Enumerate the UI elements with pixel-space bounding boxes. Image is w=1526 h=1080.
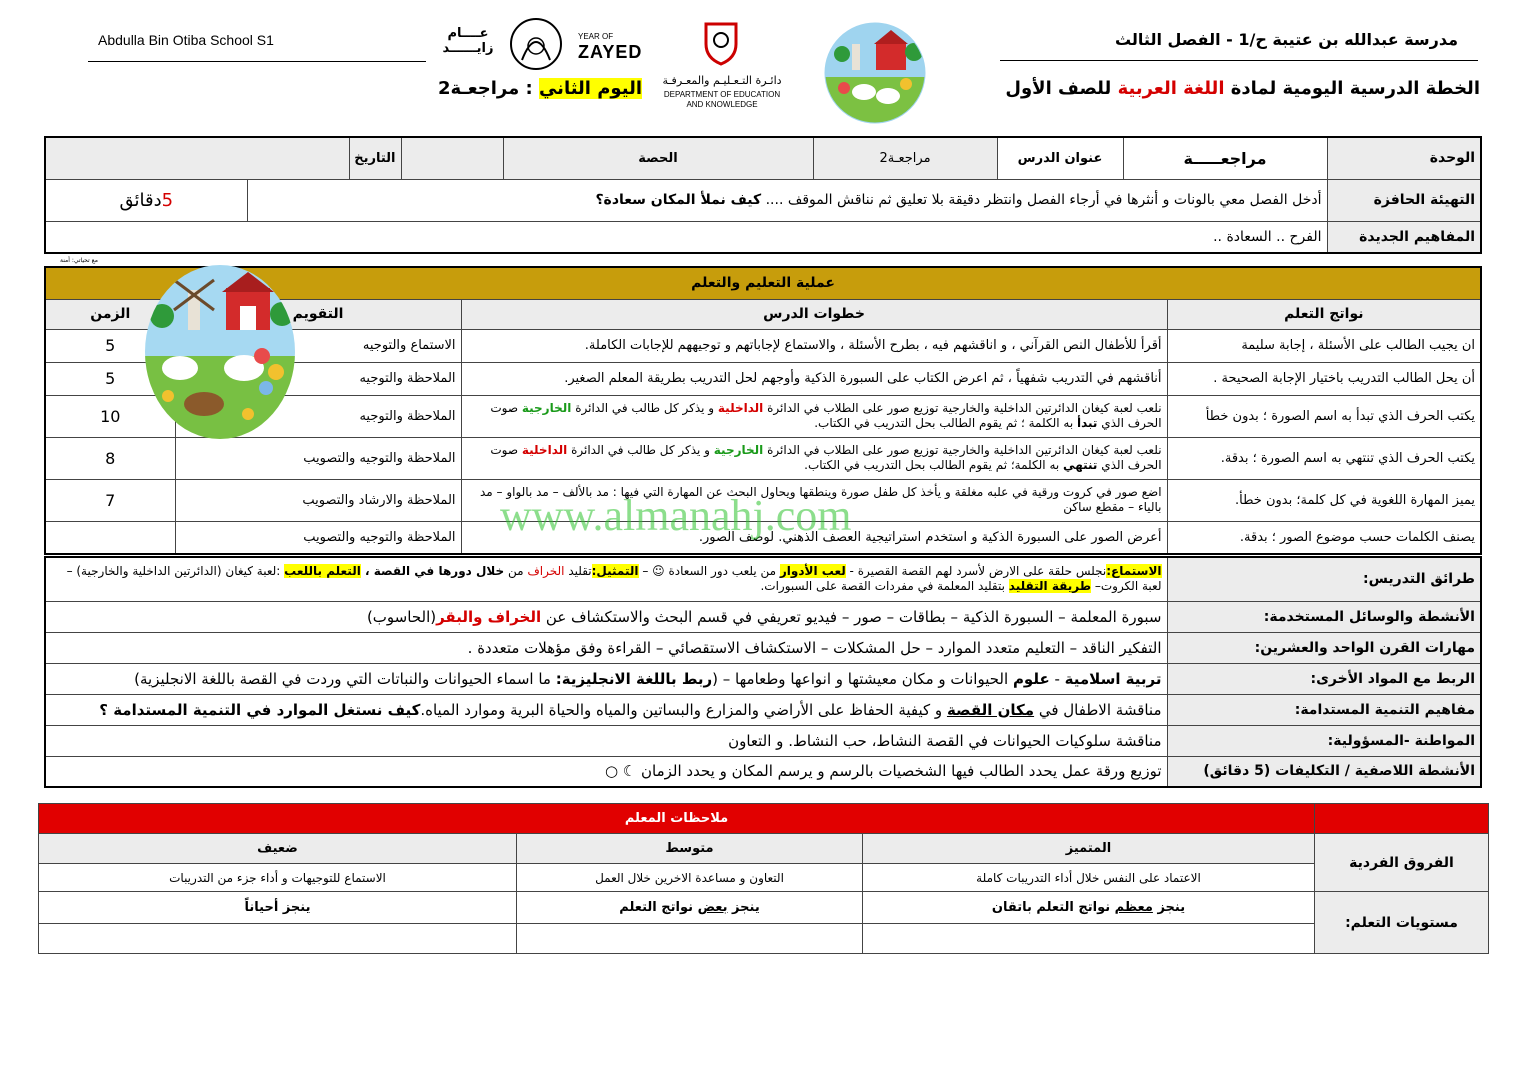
school-name-ar: مدرسة عبدالله بن عتيبة ح/1 - الفصل الثالث xyxy=(1114,30,1458,49)
day-value: مراجعـة2 xyxy=(437,78,520,99)
year-of-zayed-logo xyxy=(432,16,648,72)
period-label: الحصة xyxy=(503,137,813,179)
table-row: الأنشطة والوسائل المستخدمة: سبورة المعلمة – السبورة الذكية – بطاقات – صور – فيديو تعريفي في قسم البحث والاستكشاف عن الخراف والبقر(الحاسوب) xyxy=(45,601,1481,632)
diff-label: الفروق الفردية xyxy=(1315,834,1489,892)
date-value[interactable] xyxy=(45,137,349,179)
concepts-label: المفاهيم الجديدة xyxy=(1327,221,1481,253)
table-row: يكتب الحرف الذي تنتهي به اسم الصورة ؛ بدقة. نلعب لعبة كيغان الدائرتين الداخلية والخارجية توزيع صور على الطلاب في الدائرة الخارجية و يذكر كل طالب في الدائرة الداخلية صوت الحرف الذي تنتهي به الكلمة؛ ثم يقوم الطالب بحل التدريب في الكتاب. الملاحظة والتوجيه والتصويب 8 xyxy=(45,437,1481,479)
links-value: تربية اسلامية - علوم الحيوانات و مكان معيشتها و انواعها وطعامها – (ربط باللغة الانجليزية: ما اسماء الحيوانات والنباتات التي وردت في القصة باللغة الانجليزية) xyxy=(45,663,1167,694)
lesson-title-label: عنوان الدرس xyxy=(997,137,1123,179)
adek-en-1: DEPARTMENT OF EDUCATION xyxy=(663,90,781,99)
table-row: يصنف الكلمات حسب موضوع الصور ؛ بدقة. أعرض الصور على السبورة الذكية و استخدم استراتيجية العصف الذهني. لوصف الصور. الملاحظة والتوجيه والتصويب xyxy=(45,521,1481,554)
zayed-portrait-icon xyxy=(508,16,564,72)
plan-title: الخطة الدرسية اليومية لمادة اللغة العربية للصف الأول xyxy=(1005,78,1480,99)
warmup-question: كيف نملأ المكان سعادة؟ xyxy=(595,192,762,208)
col-steps: خطوات الدرس xyxy=(461,299,1167,329)
day-title: اليوم الثاني : مراجعـة2 xyxy=(437,78,642,99)
table-row: مهارات القرن الواحد والعشرين: التفكير الناقد – التعليم متعدد الموارد – حل المشكلات – الاستكشاف الاستقصائي – القراءة وفق مؤهلات متعددة . xyxy=(45,632,1481,663)
table-row: الربط مع المواد الأخرى: تربية اسلامية - علوم الحيوانات و مكان معيشتها و انواعها وطعامها – (ربط باللغة الانجليزية: ما اسماء الحيوانات والنباتات التي وردت في القصة باللغة الانجليزية) xyxy=(45,663,1481,694)
emblem-icon xyxy=(700,18,742,66)
zayed-en-big: ZAYED xyxy=(578,42,643,62)
lesson-title-value: مراجعـة2 xyxy=(813,137,997,179)
warmup-label: التهيئة الحافزة xyxy=(1327,179,1481,221)
date-label: التاريخ xyxy=(349,137,401,179)
process-title: عملية التعليم والتعلم xyxy=(45,267,1481,299)
table-row: أن يحل الطالب التدريب باختيار الإجابة الصحيحة . أناقشهم في التدريب شفهياً ، ثم اعرض الكتاب على السبورة الذكية وأوجهم لحل التدريب بطريقة المعلم الصغير. الملاحظة والتوجيه 5 xyxy=(45,362,1481,395)
col-assessment: التقويم xyxy=(175,299,461,329)
table-row: مفاهيم التنمية المستدامة: مناقشة الاطفال في مكان القصة و كيفية الحفاظ على الأراضي والمزارع والبساتين والمياه والحياة البرية وموارد المياه.كيف نستغل الموارد في التنمية المستدامة ؟ xyxy=(45,694,1481,725)
col-outcomes: نواتج التعلم xyxy=(1167,299,1481,329)
farm-illustration-top xyxy=(824,22,926,128)
table-row: يكتب الحرف الذي تبدأ به اسم الصورة ؛ بدون خطأ نلعب لعبة كيغان الدائرتين الداخلية والخارجية توزيع صور على الطلاب في الدائرة الداخلية و يذكر كل طالب في الدائرة الخارجية صوت الحرف الذي تبدأ به الكلمة ؛ ثم يقوم الطالب بحل التدريب في الكتاب. الملاحظة والتوجيه 10 xyxy=(45,395,1481,437)
methods-value: الاستماع:نجلس حلقة على الارض لأسرد لهم القصة القصيرة - لعب الأدوار من يلعب دور السعادة ☺ – التمثيل:تقليد الخراف من خلال دورها في القصة ، التعلم باللعب :لعبة كيغان (الدائرتين الداخلية والخارجية) – لعبة الكروت– طريقة التقليد بتقليد المعلمة في مفردات القصة على السبورات. xyxy=(45,557,1167,601)
concepts-value: الفرح .. السعادة .. xyxy=(45,221,1327,253)
col-time: الزمن xyxy=(45,299,175,329)
adek-logo xyxy=(652,18,792,114)
table-row: طرائق التدريس: الاستماع:نجلس حلقة على الارض لأسرد لهم القصة القصيرة - لعب الأدوار من يلعب دور السعادة ☺ – التمثيل:تقليد الخراف من خلال دورها في القصة ، التعلم باللعب :لعبة كيغان (الدائرتين الداخلية والخارجية) – لعبة الكروت– طريقة التقليد بتقليد المعلمة في مفردات القصة على السبورات. xyxy=(45,557,1481,601)
notes-title: ملاحظات المعلم xyxy=(39,804,1315,834)
adek-ar: دائـرة التـعـليـم والمعـرفـة xyxy=(662,74,782,87)
teacher-notes-table: ملاحظات المعلم الفروق الفردية المتميز متوسط ضعيف الاعتماد على النفس خلال أداء التدريبات كاملة التعاون و مساعدة الاخرين خلال العمل الاستماع للتوجيهات و أداء جزء من التدريبات مستويات التعلم: ينجز معظم نواتج التعلم باتقان ينجز بعض نواتج التعلم ينجز أحياناً xyxy=(38,803,1489,954)
table-row: الأنشطة اللاصفية / التكليفات (5 دقائق) توزيع ورقة عمل يحدد الطالب فيها الشخصيات بالرسم و يرسم المكان و يحدد الزمان ☾ ○ xyxy=(45,756,1481,787)
zayed-ar-text: عــــام زايــــــد xyxy=(442,26,494,56)
unit-value: مراجعـــــة xyxy=(1123,137,1327,179)
warmup-time: 5دقائق xyxy=(45,179,247,221)
tiny-note: مع تحياتي: أمنة xyxy=(60,257,99,264)
school-name-en: Abdulla Bin Otiba School S1 xyxy=(98,32,274,48)
details-table xyxy=(44,556,1482,788)
unit-label: الوحدة xyxy=(1327,137,1481,179)
period-value[interactable] xyxy=(401,137,503,179)
adek-en-2: AND KNOWLEDGE xyxy=(686,100,758,109)
table-row: يميز المهارة اللغوية في كل كلمة؛ بدون خطأ. اضع صور في كروت ورقية في علبه مغلقة و يأخذ كل طفل صورة وينطقها ويحاول البحث عن المهارة التي فيها : مد بالألف – مد بالواو – مد بالياء – مقطع ساكن الملاحظة والارشاد والتصويب 7 xyxy=(45,479,1481,521)
zayed-en-small: YEAR OF xyxy=(578,32,614,41)
day-label: اليوم الثاني xyxy=(538,78,642,99)
warmup-text: أدخل الفصل معي بالونات و أنثرها في أرجاء الفصل وانتظر دقيقة بلا تعليق ثم نناقش الموقف .... كيف نملأ المكان سعادة؟ xyxy=(247,179,1327,221)
farm-illustration-large xyxy=(144,264,296,444)
activities-value: سبورة المعلمة – السبورة الذكية – بطاقات – صور – فيديو تعريفي في قسم البحث والاستكشاف عن الخراف والبقر(الحاسوب) xyxy=(45,601,1167,632)
lesson-info-table xyxy=(44,136,1482,254)
sustain-value: مناقشة الاطفال في مكان القصة و كيفية الحفاظ على الأراضي والمزارع والبساتين والمياه والحياة البرية وموارد المياه.كيف نستغل الموارد في التنمية المستدامة ؟ xyxy=(45,694,1167,725)
watermark: www.almanahj.com xyxy=(500,491,852,540)
table-row: ان يجيب الطالب على الأسئلة ، إجابة سليمة أقرأ للأطفال النص القرآني ، و اناقشهم فيه ، بطرح الأسئلة ، والاستماع لإجاباتهم و توجيههم للإجابات الكاملة. الاستماع والتوجيه 5 xyxy=(45,329,1481,362)
plan-subject: اللغة العربية xyxy=(1117,78,1225,99)
table-row: المواطنة -المسؤولية: مناقشة سلوكيات الحيوانات في القصة النشاط، حب النشاط. و التعاون xyxy=(45,725,1481,756)
levels-label: مستويات التعلم: xyxy=(1315,892,1489,954)
